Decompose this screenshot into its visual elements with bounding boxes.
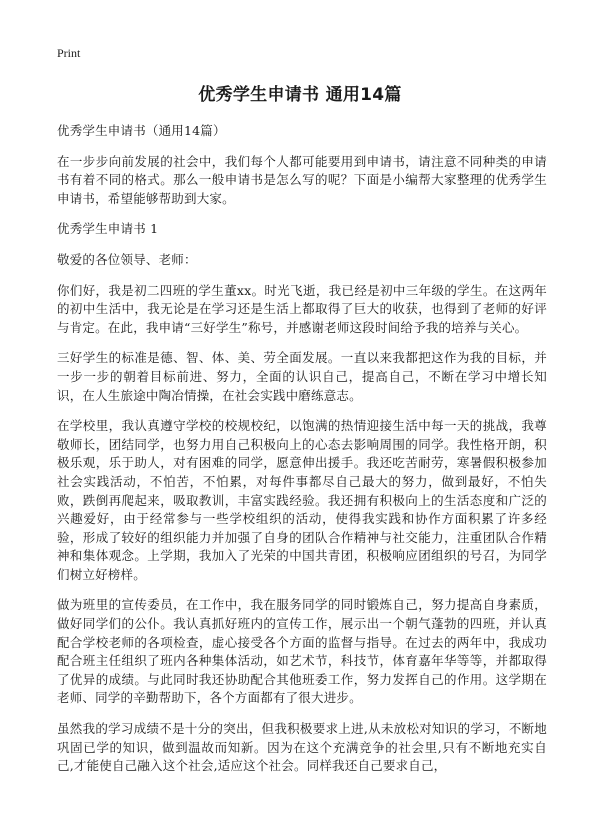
salutation: 敬爱的各位领导、老师： bbox=[57, 251, 197, 267]
page-title: 优秀学生申请书 通用14篇 bbox=[198, 85, 402, 105]
body-paragraph: 你们好，我是初二四班的学生董xx。时光飞逝，我已经是初中三年级的学生。在这两年的初中生活中，我无论是在学习还是生活上都取得了巨大的收获，也得到了老师的好评与肯定。在此，我申请“三好学生”称号，并感谢老师这段时间给予我的培养与关心。 bbox=[57, 282, 547, 335]
section-heading: 优秀学生申请书 1 bbox=[57, 221, 159, 237]
body-paragraph: 三好学生的标准是德、智、体、美、劳全面发展。一直以来我都把这作为我的目标，并一步一步的朝着目标前进、努力，全面的认识自己，提高自己，不断在学习中增长知识，在人生旅途中陶冶情操，在社会实践中磨练意志。 bbox=[57, 350, 547, 403]
body-paragraph: 在学校里，我认真遵守学校的校规校纪，以饱满的热情迎接生活中每一天的挑战，我尊敬师长，团结同学，也努力用自己积极向上的心态去影响周围的同学。我性格开朗，积极乐观，乐于助人，对有困难的同学，愿意伸出援手。我还吃苦耐劳，寒暑假积极参加社会实践活动，不怕苦，不怕累，对每件事都尽自己最大的努力，做到最好，不怕失败，跌倒再爬起来，吸取教训，丰富实践经验。我还拥有积极向上的生活态度和广泛的兴趣爱好，由于经常参与一些学校组织的活动，使得我实践和协作方面积累了许多经验，形成了较好的组织能力并加强了自身的团队合作精神与社交能力，注重团队合作精神和集体观念。上学期，我加入了光荣的中国共青团，积极响应团组织的号召，为同学们树立好榜样。 bbox=[57, 418, 547, 582]
print-link[interactable]: Print bbox=[57, 46, 81, 60]
body-paragraph: 做为班里的宣传委员，在工作中，我在服务同学的同时锻炼自己，努力提高自身素质，做好同学们的公仆。我认真抓好班内的宣传工作，展示出一个朝气蓬勃的四班，并认真配合学校老师的各项检查，虚心接受各个方面的监督与指导。在过去的两年中，我成功配合班主任组织了班内各种集体活动，如艺术节，科技节，体育嘉年华等等，并都取得了优异的成绩。与此同时我还协助配合其他班委工作，努力发挥自己的作用。这学期在老师、同学的辛勤帮助下，各个方面都有了很大进步。 bbox=[57, 597, 547, 706]
subtitle-paragraph: 优秀学生申请书（通用14篇） bbox=[57, 123, 226, 138]
body-paragraph: 虽然我的学习成绩不是十分的突出，但我积极要求上进,从未放松对知识的学习，不断地巩固已学的知识，做到温故而知新。因为在这个充满竞争的社会里,只有不断地充实自己,才能使自己融入这个社会,适应这个社会。同样我还自己要求自己， bbox=[57, 721, 547, 774]
intro-paragraph: 在一步步向前发展的社会中，我们每个人都可能要用到申请书，请注意不同种类的申请书有着不同的格式。那么一般申请书是怎么写的呢？下面是小编帮大家整理的优秀学生申请书，希望能够帮助到大家。 bbox=[57, 153, 547, 206]
document-body bbox=[57, 122, 547, 788]
